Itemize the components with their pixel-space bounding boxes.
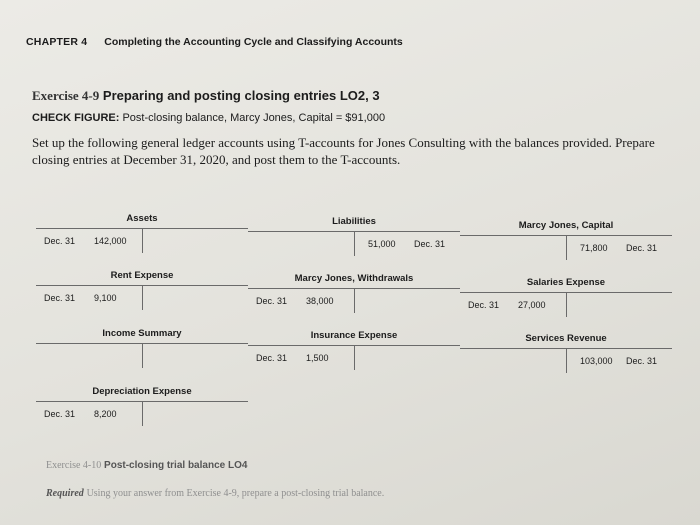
t-account-title: Marcy Jones, Capital bbox=[518, 220, 614, 231]
t-account-rent-expense bbox=[36, 270, 248, 330]
exercise-heading bbox=[32, 88, 380, 104]
t-account-assets bbox=[36, 213, 248, 273]
t-account-title: Services Revenue bbox=[525, 333, 607, 344]
chapter-header bbox=[26, 36, 403, 48]
t-account-divider bbox=[354, 232, 355, 256]
t-account-divider bbox=[142, 344, 143, 368]
t-account-title: Assets bbox=[126, 213, 158, 224]
credit-amount: 71,800 bbox=[580, 243, 608, 253]
t-account-depreciation-expense bbox=[36, 386, 248, 446]
credit-date: Dec. 31 bbox=[414, 239, 446, 249]
t-account-title: Marcy Jones, Withdrawals bbox=[294, 273, 414, 284]
debit-date: Dec. 31 bbox=[256, 353, 288, 363]
t-account-divider bbox=[142, 229, 143, 253]
t-account-title: Liabilities bbox=[332, 216, 376, 227]
credit-amount: 103,000 bbox=[580, 356, 613, 366]
t-account-marcy-jones-capital bbox=[460, 220, 672, 280]
debit-amount: 9,100 bbox=[94, 293, 117, 303]
t-account-title: Income Summary bbox=[102, 328, 182, 339]
debit-date: Dec. 31 bbox=[44, 293, 76, 303]
debit-date: Dec. 31 bbox=[44, 236, 76, 246]
debit-amount: 27,000 bbox=[518, 300, 546, 310]
t-account-liabilities bbox=[248, 216, 460, 276]
t-account-divider bbox=[566, 293, 567, 317]
required-text: Using your answer from Exercise 4-9, prepare a post-closing trial balance. bbox=[86, 488, 385, 499]
debit-amount: 38,000 bbox=[306, 296, 334, 306]
next-exercise-required bbox=[46, 488, 384, 499]
t-account-title: Salaries Expense bbox=[526, 277, 606, 288]
debit-amount: 8,200 bbox=[94, 409, 117, 419]
credit-date: Dec. 31 bbox=[626, 356, 658, 366]
t-account-divider bbox=[566, 349, 567, 373]
required-label: Required bbox=[46, 488, 84, 499]
debit-amount: 142,000 bbox=[94, 236, 127, 246]
exercise-title: Preparing and posting closing entries LO2, 3 bbox=[102, 88, 380, 103]
t-account-divider bbox=[354, 289, 355, 313]
exercise-label: Exercise 4-9 bbox=[32, 88, 100, 103]
debit-amount: 1,500 bbox=[306, 353, 329, 363]
debit-date: Dec. 31 bbox=[256, 296, 288, 306]
next-exercise-heading bbox=[46, 460, 247, 471]
check-figure-text: Post-closing balance, Marcy Jones, Capital = $91,000 bbox=[122, 112, 386, 124]
t-account-services-revenue bbox=[460, 333, 672, 393]
exercise-instructions: Set up the following general ledger accounts using T-accounts for Jones Consulting with the balances provided. Prepare closing entries at December 31, 2020, and post them to the T-accounts. bbox=[32, 135, 655, 167]
t-account-income-summary bbox=[36, 328, 248, 388]
chapter-title: Completing the Accounting Cycle and Classifying Accounts bbox=[104, 36, 403, 48]
t-account-salaries-expense bbox=[460, 277, 672, 337]
t-account-divider bbox=[142, 286, 143, 310]
credit-amount: 51,000 bbox=[368, 239, 396, 249]
debit-date: Dec. 31 bbox=[468, 300, 500, 310]
credit-date: Dec. 31 bbox=[626, 243, 658, 253]
next-exercise-label: Exercise 4-10 bbox=[46, 460, 102, 471]
t-account-title: Depreciation Expense bbox=[92, 386, 192, 397]
check-figure bbox=[32, 112, 385, 124]
check-figure-label: CHECK FIGURE: bbox=[32, 112, 120, 124]
chapter-label: CHAPTER 4 bbox=[26, 36, 88, 48]
t-account-divider bbox=[354, 346, 355, 370]
t-account-marcy-jones-withdrawals bbox=[248, 273, 460, 333]
t-account-title: Rent Expense bbox=[110, 270, 174, 281]
debit-date: Dec. 31 bbox=[44, 409, 76, 419]
t-account-divider bbox=[142, 402, 143, 426]
t-account-insurance-expense bbox=[248, 330, 460, 390]
t-account-title: Insurance Expense bbox=[310, 330, 398, 341]
t-account-divider bbox=[566, 236, 567, 260]
next-exercise-title: Post-closing trial balance LO4 bbox=[104, 460, 248, 471]
